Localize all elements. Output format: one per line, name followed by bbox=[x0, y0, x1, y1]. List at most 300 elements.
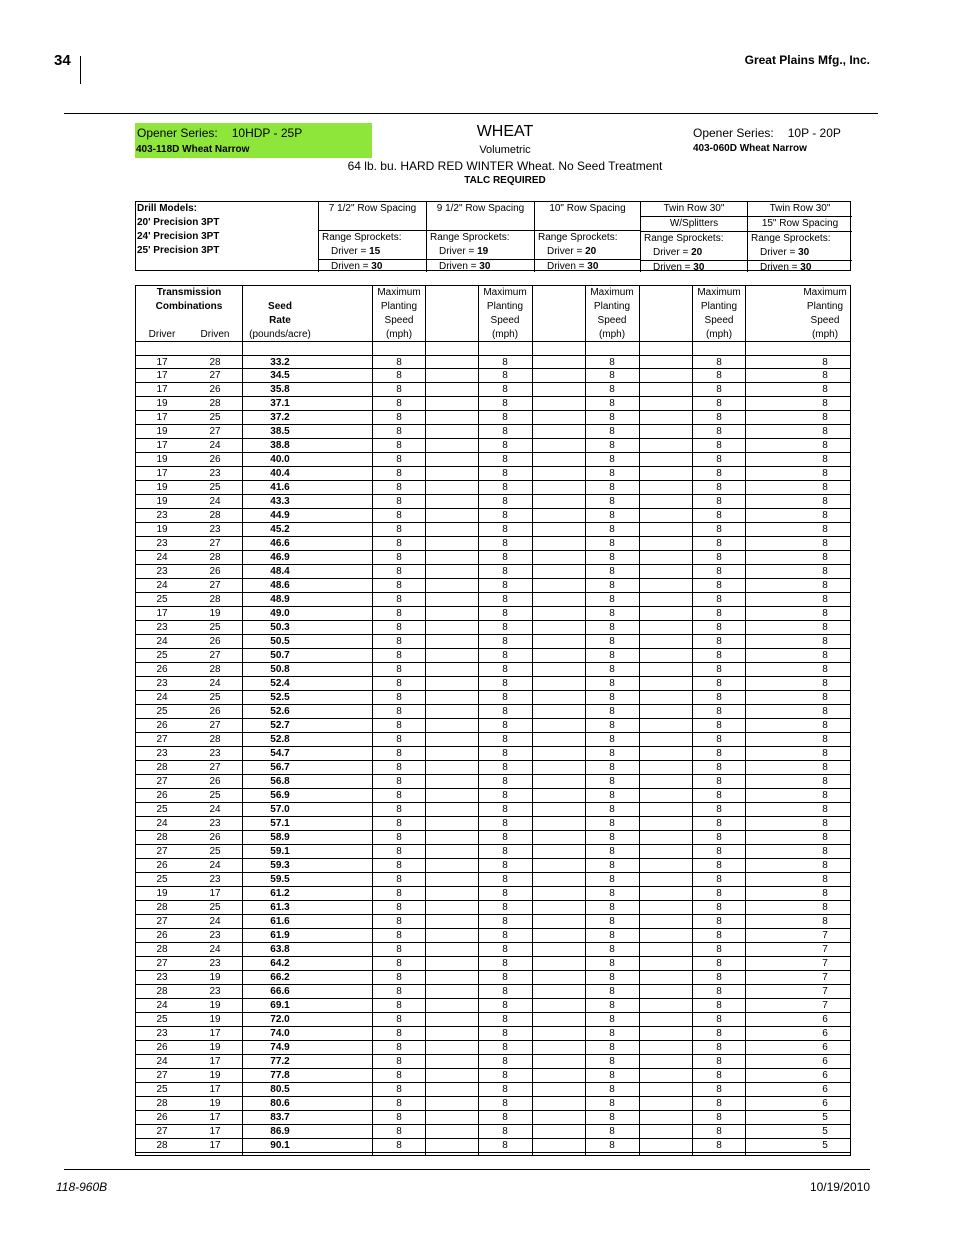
speed-value: 8 bbox=[502, 692, 508, 703]
speed-value: 8 bbox=[822, 916, 828, 927]
table-row bbox=[136, 495, 850, 509]
seed-rate-value: 57.0 bbox=[270, 804, 290, 815]
row-spacing-title: Twin Row 30" bbox=[769, 203, 831, 214]
seed-rate-value: 72.0 bbox=[270, 1014, 290, 1025]
seed-rate-value: 38.5 bbox=[270, 426, 290, 437]
speed-value: 8 bbox=[716, 846, 722, 857]
speed-value: 8 bbox=[396, 1098, 402, 1109]
driven-header-line: Driven bbox=[200, 329, 230, 340]
speed-value: 8 bbox=[396, 566, 402, 577]
row-spacing-subtitle: 15" Row Spacing bbox=[761, 218, 839, 229]
driven-value: 26 bbox=[209, 832, 221, 843]
driver-value: 20 bbox=[691, 247, 703, 258]
seed-rate-value: 56.9 bbox=[270, 790, 290, 801]
speed-value: 8 bbox=[502, 678, 508, 689]
speed-value: 8 bbox=[502, 384, 508, 395]
speed-value: 8 bbox=[502, 720, 508, 731]
seed-rate-value: 61.9 bbox=[270, 930, 290, 941]
speed-value: 8 bbox=[396, 846, 402, 857]
speed-value: 8 bbox=[396, 776, 402, 787]
driven-value: 24 bbox=[209, 496, 221, 507]
driven-value: 23 bbox=[209, 958, 221, 969]
speed-value: 8 bbox=[822, 874, 828, 885]
speed-value: 8 bbox=[716, 1000, 722, 1011]
speed-value: 8 bbox=[716, 818, 722, 829]
speed-value: 8 bbox=[502, 496, 508, 507]
seed-rate-value: 49.0 bbox=[270, 608, 290, 619]
speed-value: 7 bbox=[822, 972, 828, 983]
driven-value: 30 bbox=[371, 261, 383, 272]
table-row bbox=[136, 677, 850, 691]
driver-label: Driver = bbox=[547, 246, 586, 257]
driven-value: 19 bbox=[209, 1042, 221, 1053]
driver-value: 17 bbox=[156, 370, 168, 381]
opener-series-right bbox=[693, 126, 841, 154]
max-speed-header bbox=[798, 286, 852, 342]
max-speed-header-line: Planting bbox=[700, 301, 738, 312]
speed-value: 8 bbox=[396, 1042, 402, 1053]
seed-rate-value: 48.9 bbox=[270, 594, 290, 605]
speed-value: 8 bbox=[396, 678, 402, 689]
header-rule bbox=[64, 113, 878, 114]
speed-value: 8 bbox=[716, 566, 722, 577]
speed-value: 8 bbox=[502, 888, 508, 899]
speed-value: 8 bbox=[716, 1014, 722, 1025]
speed-value: 8 bbox=[822, 818, 828, 829]
speed-value: 8 bbox=[822, 566, 828, 577]
speed-value: 8 bbox=[716, 398, 722, 409]
speed-value: 8 bbox=[716, 552, 722, 563]
speed-value: 6 bbox=[822, 1028, 828, 1039]
max-speed-header-line: Maximum bbox=[803, 287, 847, 298]
speed-value: 7 bbox=[822, 944, 828, 955]
speed-value: 8 bbox=[716, 1056, 722, 1067]
driver-value: 24 bbox=[156, 552, 168, 563]
page-number: 34 bbox=[54, 52, 71, 69]
speed-value: 8 bbox=[396, 874, 402, 885]
max-speed-header-line: Maximum bbox=[377, 287, 421, 298]
speed-value: 8 bbox=[609, 1028, 615, 1039]
speed-value: 8 bbox=[502, 622, 508, 633]
speed-value: 8 bbox=[822, 846, 828, 857]
speed-value: 8 bbox=[502, 1098, 508, 1109]
speed-value: 8 bbox=[609, 790, 615, 801]
driver-value: 26 bbox=[156, 930, 168, 941]
table-row bbox=[136, 1139, 850, 1153]
speed-value: 8 bbox=[502, 1084, 508, 1095]
driven-value: 17 bbox=[209, 1112, 221, 1123]
driven-value: 24 bbox=[209, 440, 221, 451]
driver-value: 25 bbox=[156, 650, 168, 661]
speed-value: 8 bbox=[396, 482, 402, 493]
seed-rate-table bbox=[135, 285, 851, 1156]
seed-rate-value: 57.1 bbox=[270, 818, 290, 829]
table-row bbox=[136, 1055, 850, 1069]
crop-description: 64 lb. bu. HARD RED WINTER Wheat. No Seed Treatment bbox=[347, 159, 663, 173]
speed-value: 8 bbox=[716, 804, 722, 815]
driver-value: 27 bbox=[156, 734, 168, 745]
opener-right-sub: 403-060D Wheat Narrow bbox=[693, 143, 807, 154]
opener-right-label: Opener Series: bbox=[693, 126, 774, 140]
speed-value: 8 bbox=[609, 1112, 615, 1123]
speed-value: 8 bbox=[396, 1028, 402, 1039]
speed-value: 8 bbox=[396, 538, 402, 549]
driven-value: 25 bbox=[209, 846, 221, 857]
speed-value: 8 bbox=[609, 860, 615, 871]
max-speed-header-line: Speed bbox=[384, 315, 414, 326]
row-spacing-title: 10" Row Spacing bbox=[549, 203, 626, 214]
speed-value: 8 bbox=[609, 580, 615, 591]
driven-value: 19 bbox=[209, 1014, 221, 1025]
speed-value: 8 bbox=[716, 496, 722, 507]
driven-value: 25 bbox=[209, 622, 221, 633]
speed-value: 8 bbox=[822, 720, 828, 731]
speed-value: 8 bbox=[396, 860, 402, 871]
speed-value: 8 bbox=[396, 818, 402, 829]
driven-label: Driven = bbox=[760, 262, 801, 273]
driver-value: 20 bbox=[585, 246, 597, 257]
seed-rate-value: 56.7 bbox=[270, 762, 290, 773]
speed-value: 6 bbox=[822, 1056, 828, 1067]
driver-value: 27 bbox=[156, 1126, 168, 1137]
driver-label: Driver = bbox=[760, 247, 799, 258]
speed-value: 8 bbox=[502, 482, 508, 493]
speed-value: 8 bbox=[716, 692, 722, 703]
speed-value: 8 bbox=[609, 930, 615, 941]
speed-value: 8 bbox=[396, 357, 402, 368]
seed-rate-value: 77.2 bbox=[270, 1056, 290, 1067]
speed-value: 8 bbox=[609, 776, 615, 787]
driven-value: 23 bbox=[209, 986, 221, 997]
seed-rate-value: 80.5 bbox=[270, 1084, 290, 1095]
opener-series-left bbox=[135, 123, 372, 158]
table-row bbox=[136, 523, 850, 537]
speed-value: 8 bbox=[716, 440, 722, 451]
speed-value: 8 bbox=[502, 357, 508, 368]
seed-rate-value: 86.9 bbox=[270, 1126, 290, 1137]
table-row bbox=[136, 971, 850, 985]
speed-value: 8 bbox=[822, 790, 828, 801]
speed-value: 8 bbox=[609, 986, 615, 997]
speed-value: 8 bbox=[822, 692, 828, 703]
speed-value: 8 bbox=[396, 720, 402, 731]
speed-value: 8 bbox=[502, 510, 508, 521]
driven-label: Driven = bbox=[331, 261, 372, 272]
max-speed-header-line: Planting bbox=[593, 301, 631, 312]
drill-models-label: Drill Models: bbox=[137, 203, 198, 214]
speed-value: 8 bbox=[396, 748, 402, 759]
speed-value: 8 bbox=[502, 944, 508, 955]
seed-rate-value: 74.0 bbox=[270, 1028, 290, 1039]
table-row bbox=[136, 775, 850, 789]
driver-header bbox=[136, 328, 188, 342]
driven-value: 24 bbox=[209, 944, 221, 955]
speed-value: 8 bbox=[502, 524, 508, 535]
speed-value: 8 bbox=[502, 916, 508, 927]
driver-value: 19 bbox=[477, 246, 489, 257]
seed-rate-value: 52.5 bbox=[270, 692, 290, 703]
seed-rate-value: 59.3 bbox=[270, 860, 290, 871]
seed-rate-value: 34.5 bbox=[270, 370, 290, 381]
speed-value: 8 bbox=[716, 1112, 722, 1123]
speed-value: 8 bbox=[396, 804, 402, 815]
speed-value: 8 bbox=[609, 594, 615, 605]
driver-value: 27 bbox=[156, 1070, 168, 1081]
driven-value: 27 bbox=[209, 426, 221, 437]
speed-value: 8 bbox=[822, 888, 828, 899]
speed-value: 8 bbox=[716, 930, 722, 941]
row-spacing-title: 7 1/2" Row Spacing bbox=[328, 203, 417, 214]
table-row bbox=[136, 537, 850, 551]
driver-value: 23 bbox=[156, 510, 168, 521]
seed-rate-value: 46.9 bbox=[270, 552, 290, 563]
speed-value: 8 bbox=[822, 636, 828, 647]
driver-label: Driver = bbox=[439, 246, 478, 257]
speed-value: 8 bbox=[502, 1070, 508, 1081]
speed-value: 8 bbox=[609, 972, 615, 983]
driver-value: 17 bbox=[156, 608, 168, 619]
speed-value: 8 bbox=[502, 440, 508, 451]
driver-value: 25 bbox=[156, 1014, 168, 1025]
driver-value: 24 bbox=[156, 580, 168, 591]
driven-value: 17 bbox=[209, 1126, 221, 1137]
driver-value: 27 bbox=[156, 776, 168, 787]
speed-value: 8 bbox=[502, 454, 508, 465]
seed-rate-value: 45.2 bbox=[270, 524, 290, 535]
table-row bbox=[136, 1125, 850, 1139]
max-speed-header-line: Speed bbox=[490, 315, 520, 326]
company-name: Great Plains Mfg., Inc. bbox=[744, 53, 870, 67]
drill-models-header bbox=[135, 201, 851, 271]
driven-value: 27 bbox=[209, 650, 221, 661]
seed-rate-value: 77.8 bbox=[270, 1070, 290, 1081]
driver-value: 30 bbox=[798, 247, 810, 258]
driver-value: 24 bbox=[156, 636, 168, 647]
speed-value: 8 bbox=[609, 636, 615, 647]
table-row bbox=[136, 397, 850, 411]
speed-value: 8 bbox=[502, 1056, 508, 1067]
table-row bbox=[136, 859, 850, 873]
driver-value: 23 bbox=[156, 1028, 168, 1039]
speed-value: 8 bbox=[502, 426, 508, 437]
driver-value: 19 bbox=[156, 524, 168, 535]
speed-value: 8 bbox=[716, 986, 722, 997]
speed-value: 8 bbox=[396, 510, 402, 521]
driven-value: 24 bbox=[209, 804, 221, 815]
table-row bbox=[136, 481, 850, 495]
speed-value: 8 bbox=[609, 720, 615, 731]
range-sprockets-label: Range Sprockets: bbox=[538, 232, 618, 243]
driver-value: 23 bbox=[156, 622, 168, 633]
speed-value: 8 bbox=[822, 748, 828, 759]
table-row bbox=[136, 383, 850, 397]
driven-value: 26 bbox=[209, 566, 221, 577]
speed-value: 8 bbox=[822, 594, 828, 605]
driven-value: 24 bbox=[209, 916, 221, 927]
speed-value: 8 bbox=[716, 664, 722, 675]
speed-value: 8 bbox=[502, 594, 508, 605]
speed-value: 6 bbox=[822, 1070, 828, 1081]
speed-value: 8 bbox=[609, 622, 615, 633]
seed-rate-value: 59.1 bbox=[270, 846, 290, 857]
speed-value: 8 bbox=[609, 1000, 615, 1011]
driver-value: 19 bbox=[156, 454, 168, 465]
max-speed-header bbox=[372, 286, 426, 342]
seed-rate-value: 90.1 bbox=[270, 1140, 290, 1151]
speed-value: 8 bbox=[716, 594, 722, 605]
table-row bbox=[136, 607, 850, 621]
speed-value: 8 bbox=[716, 874, 722, 885]
speed-value: 8 bbox=[396, 426, 402, 437]
speed-value: 8 bbox=[609, 454, 615, 465]
table-row bbox=[136, 901, 850, 915]
speed-value: 8 bbox=[502, 776, 508, 787]
speed-value: 8 bbox=[716, 1070, 722, 1081]
table-row bbox=[136, 1069, 850, 1083]
driver-value: 24 bbox=[156, 1056, 168, 1067]
table-row bbox=[136, 887, 850, 901]
table-row bbox=[136, 621, 850, 635]
speed-value: 8 bbox=[716, 958, 722, 969]
table-row bbox=[136, 593, 850, 607]
speed-value: 8 bbox=[396, 902, 402, 913]
speed-value: 8 bbox=[609, 734, 615, 745]
table-row bbox=[136, 579, 850, 593]
speed-value: 8 bbox=[822, 650, 828, 661]
seed-rate-header bbox=[242, 300, 318, 342]
driver-value: 17 bbox=[156, 440, 168, 451]
speed-value: 8 bbox=[716, 580, 722, 591]
table-row bbox=[136, 635, 850, 649]
range-sprockets-label: Range Sprockets: bbox=[430, 232, 510, 243]
row-spacing-subtitle: W/Splitters bbox=[669, 218, 719, 229]
speed-value: 8 bbox=[822, 580, 828, 591]
speed-value: 8 bbox=[609, 916, 615, 927]
speed-value: 8 bbox=[609, 692, 615, 703]
speed-value: 6 bbox=[822, 1014, 828, 1025]
document-number: 118-960B bbox=[56, 1180, 108, 1194]
driven-value: 28 bbox=[209, 594, 221, 605]
opener-left-sub: 403-118D Wheat Narrow bbox=[136, 144, 250, 155]
driven-value: 19 bbox=[209, 1070, 221, 1081]
speed-value: 8 bbox=[716, 412, 722, 423]
transmission-header-line: Transmission bbox=[156, 287, 222, 298]
speed-value: 8 bbox=[502, 748, 508, 759]
row-spacing-cell bbox=[426, 202, 534, 272]
speed-value: 8 bbox=[396, 524, 402, 535]
speed-value: 8 bbox=[396, 1014, 402, 1025]
range-sprockets-label: Range Sprockets: bbox=[644, 233, 724, 244]
speed-value: 8 bbox=[502, 538, 508, 549]
speed-value: 8 bbox=[396, 594, 402, 605]
speed-value: 8 bbox=[396, 972, 402, 983]
driven-value: 30 bbox=[479, 261, 491, 272]
driver-value: 28 bbox=[156, 1140, 168, 1151]
row-spacing-cell bbox=[747, 202, 852, 272]
seed-rate-value: 44.9 bbox=[270, 510, 290, 521]
driver-value: 24 bbox=[156, 818, 168, 829]
speed-value: 8 bbox=[716, 832, 722, 843]
speed-value: 8 bbox=[609, 706, 615, 717]
driven-value: 25 bbox=[209, 902, 221, 913]
speed-value: 8 bbox=[396, 1000, 402, 1011]
seed-rate-value: 61.2 bbox=[270, 888, 290, 899]
speed-value: 8 bbox=[716, 524, 722, 535]
speed-value: 8 bbox=[609, 496, 615, 507]
driver-value: 28 bbox=[156, 832, 168, 843]
table-body bbox=[136, 355, 850, 1153]
driven-value: 17 bbox=[209, 1084, 221, 1095]
speed-value: 8 bbox=[502, 398, 508, 409]
seed-rate-value: 38.8 bbox=[270, 440, 290, 451]
table-row bbox=[136, 817, 850, 831]
header-separator bbox=[136, 341, 850, 342]
seed-rate-value: 43.3 bbox=[270, 496, 290, 507]
speed-value: 8 bbox=[822, 482, 828, 493]
driver-value: 17 bbox=[156, 384, 168, 395]
driven-label: Driven = bbox=[653, 262, 694, 273]
speed-value: 8 bbox=[716, 706, 722, 717]
speed-value: 8 bbox=[502, 1014, 508, 1025]
speed-value: 8 bbox=[716, 748, 722, 759]
driver-value: 23 bbox=[156, 538, 168, 549]
speed-value: 8 bbox=[609, 552, 615, 563]
speed-value: 8 bbox=[609, 1042, 615, 1053]
speed-value: 8 bbox=[396, 1084, 402, 1095]
speed-value: 6 bbox=[822, 1084, 828, 1095]
seed-rate-value: 52.7 bbox=[270, 720, 290, 731]
driven-value: 19 bbox=[209, 1000, 221, 1011]
driver-value: 19 bbox=[156, 496, 168, 507]
driver-value: 23 bbox=[156, 566, 168, 577]
speed-value: 8 bbox=[502, 818, 508, 829]
driven-value: 30 bbox=[587, 261, 599, 272]
driven-value: 28 bbox=[209, 664, 221, 675]
speed-value: 8 bbox=[502, 762, 508, 773]
table-row bbox=[136, 1083, 850, 1097]
seed-rate-value: 48.4 bbox=[270, 566, 290, 577]
speed-value: 8 bbox=[609, 1126, 615, 1137]
table-row bbox=[136, 1013, 850, 1027]
document-date: 10/19/2010 bbox=[809, 1180, 870, 1194]
driver-value: 17 bbox=[156, 357, 168, 368]
speed-value: 5 bbox=[822, 1112, 828, 1123]
driven-value: 26 bbox=[209, 384, 221, 395]
speed-value: 8 bbox=[822, 902, 828, 913]
driven-value: 24 bbox=[209, 860, 221, 871]
driver-label: Driver = bbox=[653, 247, 692, 258]
driver-value: 26 bbox=[156, 720, 168, 731]
speed-value: 8 bbox=[396, 706, 402, 717]
driver-value: 26 bbox=[156, 664, 168, 675]
seed-rate-value: 46.6 bbox=[270, 538, 290, 549]
table-row bbox=[136, 943, 850, 957]
driven-value: 27 bbox=[209, 762, 221, 773]
seed-rate-header-line: Rate bbox=[269, 315, 291, 326]
driven-value: 23 bbox=[209, 930, 221, 941]
speed-value: 8 bbox=[502, 636, 508, 647]
speed-value: 8 bbox=[502, 1140, 508, 1151]
speed-value: 8 bbox=[822, 832, 828, 843]
driven-value: 23 bbox=[209, 874, 221, 885]
speed-value: 6 bbox=[822, 1042, 828, 1053]
max-speed-header-line: (mph) bbox=[598, 329, 626, 340]
table-row bbox=[136, 663, 850, 677]
speed-value: 8 bbox=[396, 664, 402, 675]
opener-left-value: 10HDP - 25P bbox=[231, 126, 303, 140]
table-row bbox=[136, 649, 850, 663]
table-row bbox=[136, 467, 850, 481]
